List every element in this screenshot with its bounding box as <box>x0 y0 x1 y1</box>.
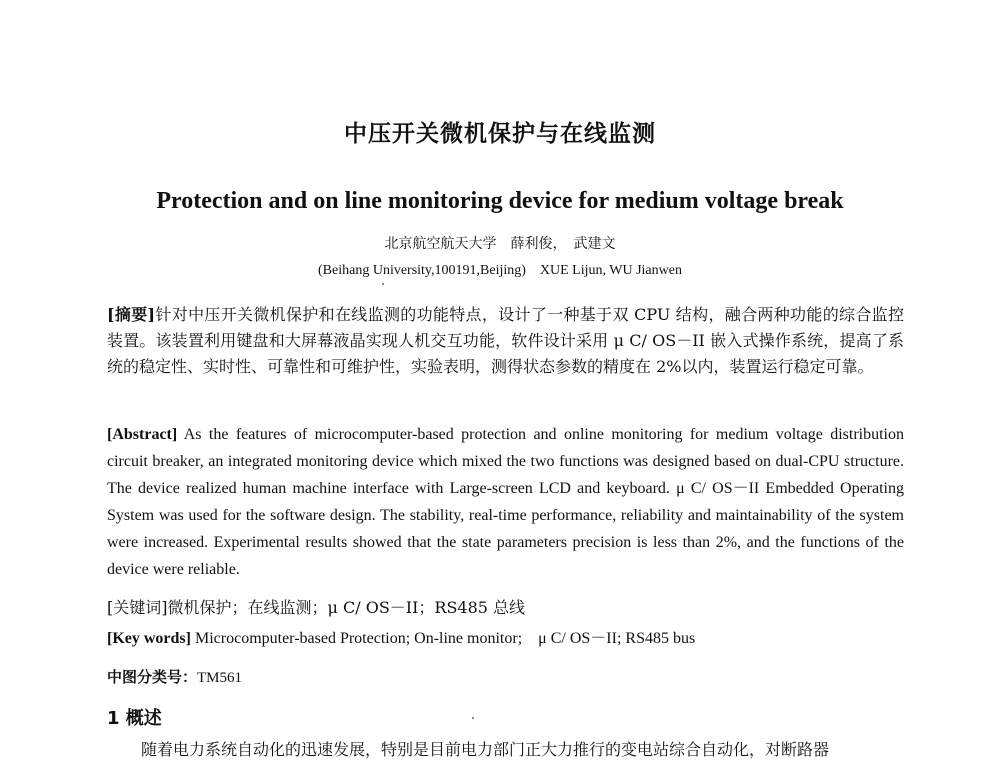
keywords-chinese-text: 微机保护；在线监测；μ C/ OS－II；RS485 总线 <box>167 598 526 617</box>
scan-speck <box>472 717 474 719</box>
author-affiliation-chinese: 北京航空航天大学 薛利俊， 武建文 <box>384 237 616 252</box>
abstract-english-label: [Abstract] <box>107 426 178 443</box>
scan-speck <box>382 283 384 285</box>
body-paragraph: 随着电力系统自动化的迅速发展，特别是目前电力部门正大力推行的变电站综合自动化，对断路器 <box>141 740 830 759</box>
abstract-chinese-label: [摘要] <box>107 305 156 324</box>
abstract-english-text: As the features of microcomputer-based protection and online monitoring for medium voltage distribution circuit breaker, an integrated monitoring device which mixed the two functions was designed based on dual-CPU structure. The device realized human machine interface with Large-screen LCD and keyboard. μ C/ OS－II Embedded Operating System was used for the software design. The stability, real-time performance, reliability and maintainability of the system were increased. Experimental results showed that the state parameters precision is less than 2%, and the functions of the device were reliable. <box>107 426 904 578</box>
classification-value: TM561 <box>197 670 243 686</box>
classification-label: 中图分类号： <box>107 668 198 686</box>
paper-title-english: Protection and on line monitoring device for medium voltage break <box>156 188 844 214</box>
abstract-chinese-text: 针对中压开关微机保护和在线监测的功能特点，设计了一种基于双 CPU 结构，融合两种功能的综合监控装置。该装置利用键盘和大屏幕液晶实现人机交互功能，软件设计采用 μ C/ OS－II 嵌入式操作系统，提高了系统的稳定性、实时性、可靠性和可维护性，实验表明，测得状态参数的精度在 2%以内，装置运行稳定可靠。 <box>107 305 904 376</box>
abstract-english <box>107 421 904 583</box>
section-heading: 1 概述 <box>107 708 162 729</box>
classification-number <box>107 666 242 687</box>
author-affiliation-english: (Beihang University,100191,Beijing) XUE Lijun, WU Jianwen <box>318 263 682 278</box>
keywords-english-text: Microcomputer-based Protection; On-line monitor; μ C/ OS－II; RS485 bus <box>190 630 696 647</box>
keywords-english-label: [Key words] <box>107 630 191 647</box>
keywords-english <box>107 625 904 648</box>
keywords-chinese <box>107 595 904 618</box>
paper-title-chinese: 中压开关微机保护与在线监测 <box>344 121 656 147</box>
keywords-chinese-label: [关键词] <box>107 598 168 617</box>
abstract-chinese <box>107 302 904 380</box>
